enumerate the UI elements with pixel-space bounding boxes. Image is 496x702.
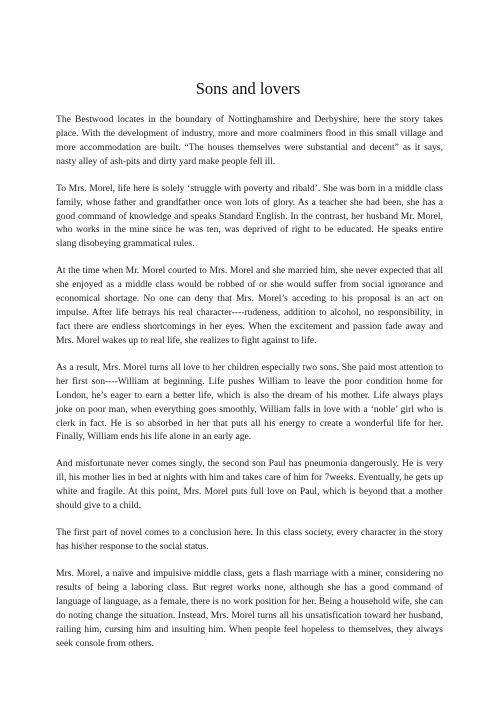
paragraph-1: The Bestwood locates in the boundary of Nottinghamshire and Derbyshire, here the story takes place. With the development of industry, more and more coalminers flood in this small village and more accommodation are built. “The houses themselves were substantial and decent” as it says, nasty alley of ash-pits and dirty yard make people fell ill. — [56, 114, 443, 167]
paragraph-4: As a result, Mrs. Morel turns all love to her children especially two sons. She paid most attention to her first son----William at beginning. Life pushes William to leave the poor condition home for London, he’s eager to earn a better life, which is also the dream of his mother. Life always plays joke on poor man, when everything goes smoothly, William falls in love with a ‘noble’ girl who is clerk in fact. He is so absorbed in her that puts all his energy to create a wonderful life for her. Finally, William ends his life alone in an early age. — [56, 361, 443, 443]
paragraph-7: Mrs. Morel, a naïve and impulsive middle class, gets a flash marriage with a miner, considering no results of being a laboring class. But regret works none, although she has a good command of language of language, as a female, there is no work position for her. Being a household wife, she can do noting change the situation. Instead, Mrs. Morel turns all his unsatisfication toward her husband, railing him, cursing him and insulting him. When people feel hopeless to themselves, they always seek console from others. — [56, 568, 443, 649]
document-body — [56, 113, 443, 664]
paragraph-6: The first part of novel comes to a conclusion here. In this class society, every character in the story has his\her response to the social status. — [56, 527, 443, 553]
paragraph-5: And misfortunate never comes singly, the second son Paul has pneumonia dangerously. He is very ill, his mother lies in bed at nights with him and takes care of him for 7weeks. Eventually, he gets up white and fragile. At this point, Mrs. Morel puts full love on Paul, which is beyond that a mother should give to a child. — [56, 458, 443, 512]
paragraph-3: At the time when Mr. Morel courted to Mrs. Morel and she married him, she never expected that all she enjoyed as a middle class would be robbed of or she would suffer from social ignorance and economical shortage. No one can deny that Mrs. Morel’s acceding to his proposal is an act on impulse. After life betrays his real character----rudeness, addition to alcohol, no responsibility, in fact there are endless shortcomings in her eyes. When the excitement and passion fade away and Mrs. Morel wakes up to real life, she realizes to fight against to life. — [56, 265, 443, 346]
paragraph-2: To Mrs. Morel, life here is solely ‘struggle with poverty and ribald’. She was born in a middle class family, whose father and grandfather once won lots of glory. As a teacher she had been, she has a good command of knowledge and speaks Standard English. In the contrast, her husband Mr. Morel, who works in the mine since he was ten, was deprived of right to be educated. He speaks entire slang disobeying grammatical rules. — [56, 182, 443, 250]
document-title: Sons and lovers — [195, 79, 301, 98]
